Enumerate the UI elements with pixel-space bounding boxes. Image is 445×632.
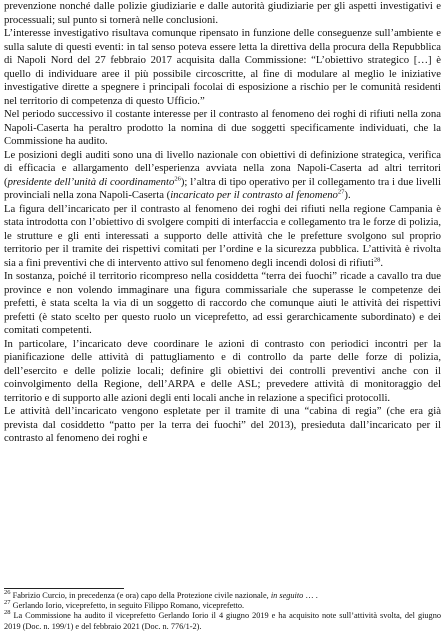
footnote-ref: 26: [174, 174, 181, 182]
paragraph: [4, 405, 441, 446]
text-run: Gerlando Iorio, viceprefetto, in seguito Filippo Romano, viceprefetto.: [10, 601, 245, 611]
text-run: In sostanza, poiché il territorio ricompreso nella cosiddetta “terra dei fuochi” ricade a cavallo tra due province e non volendo immaginare una figura commissariale che superasse le competenze dei prefetti, è stata scelta la via di un soggetto di raccordo che comunque aiuti le attività dei rispettivi prefetti (è stato scelto per questo ruolo un viceprefetto, ad essi gerarchicamente subordinato) e dei comitati competenti.: [4, 270, 441, 336]
paragraph: [4, 0, 441, 27]
italic-text: incaricato per il contrasto al fenomeno: [170, 189, 338, 201]
text-run: In particolare, l’incaricato deve coordinare le azioni di contrasto con periodici incontri per la pianificazione delle attività di pattugliamento e di controllo da parte delle forze di polizia, dell’esercito e delle polizie locali; definire gli obiettivi dei controlli preventivi anche con il coinvolgimento della Regione, dell’ARPA e delle ASL; prevedere attività di monitoraggio del territorio e di supporto alle azioni degli enti locali anche in relazione a specifici protocolli.: [4, 337, 441, 404]
text-run: La Commissione ha audito il viceprefetto Gerlando Iorio il 4 giugno 2019 e ha acquisito note sull’attività svolta, del giugno 2019 (Doc. n. 199/1) e del febbraio 2021 (Doc. n. 776/1-2).: [4, 611, 441, 631]
text-run: prevenzione nonché dalle polizie giudiziarie e dalle autorità giudiziarie per gli aspetti investigativi e processuali; sul punto si tornerà nelle conclusioni.: [4, 0, 441, 26]
paragraph: [4, 270, 441, 338]
footnote-ref: 27: [4, 599, 11, 607]
text-run: ); l’altra di tipo operativo per il collegamento tra i due livelli provinciali nella zona Napoli-Caserta (: [4, 175, 441, 201]
footnote-ref: 27: [337, 188, 345, 196]
text-run: La figura dell’incaricato per il contrasto al fenomeno dei roghi dei rifiuti nella regione Campania è stata introdotta con l’obiettivo di svolgere compiti di interfaccia e collegamento tra le forze di polizia, le strutture e gli enti interessati a supporto delle attività che le prefetture svolgono sul proprio territorio per il tramite dei rispettivi comitati per l’ordine e la sicurezza pubblica. L’attività è rivolta sia a fini preventivi che di intervento attivo sul fenomeno degli incendi dolosi di rifiuti: [4, 202, 441, 269]
document-body: [4, 0, 441, 446]
italic-text: presidente dell’unità di coordinamento: [7, 175, 175, 188]
paragraph: [4, 338, 441, 406]
footnote-ref: 28: [373, 255, 381, 263]
footnote-ref: 26: [4, 589, 11, 597]
text-run: Fabrizio Curcio, in precedenza (e ora) capo della Protezione civile nazionale,: [10, 591, 271, 600]
text-run: L’interesse investigativo risultava comunque ripensato in funzione delle conseguenze sull’ambiente e sulla salute di questi eventi: in tal senso poteva essere letta la direttiva della procura della Repubblica di Napoli Nord del 27 febbraio 2017 acquisita dalla Commissione: “L’obiettivo strategico […] è quello di individuare aree il più possibile circoscritte, al fine di modulare al meglio le iniziative investigative dirette a spegnere i principali focolai di esposizione a rischio per le comunità residenti nel territorio di competenza di questo Ufficio.”: [4, 27, 441, 107]
paragraph: [4, 108, 441, 149]
footnotes: [4, 591, 441, 632]
text-run: ).: [344, 189, 351, 201]
text-run: Nel periodo successivo il costante interesse per il contrasto al fenomeno dei roghi di rifiuti nella zona Napoli-Caserta ha peraltro prodotto la nomina di due soggetti specificamente individuati, che la Commissione ha audito.: [4, 108, 441, 147]
paragraph: [4, 203, 441, 271]
text-run: … .: [303, 591, 318, 600]
footnote-ref: 28: [4, 609, 11, 617]
text-run: Le posizioni degli auditi sono una di livello nazionale con obiettivi di definizione strategica, verifica di efficacia e allargamento dell’esperienza avviata nella zona Napoli-Caserta ad altri territori (: [4, 148, 441, 188]
footnote: [4, 591, 441, 601]
italic-text: in seguito: [270, 591, 304, 600]
footnote: [4, 611, 441, 631]
footnote-separator: [4, 588, 124, 589]
paragraph: [4, 149, 441, 203]
paragraph: [4, 27, 441, 108]
footnote: [4, 601, 441, 611]
text-run: Le attività dell’incaricato vengono espletate per il tramite di una “cabina di regia” (che era già prevista dal cosiddetto “patto per la terra dei fuochi” del 2013), presieduta dall’incaricato per il contrasto al fenomeno dei roghi e: [4, 405, 441, 444]
text-run: .: [380, 256, 383, 269]
